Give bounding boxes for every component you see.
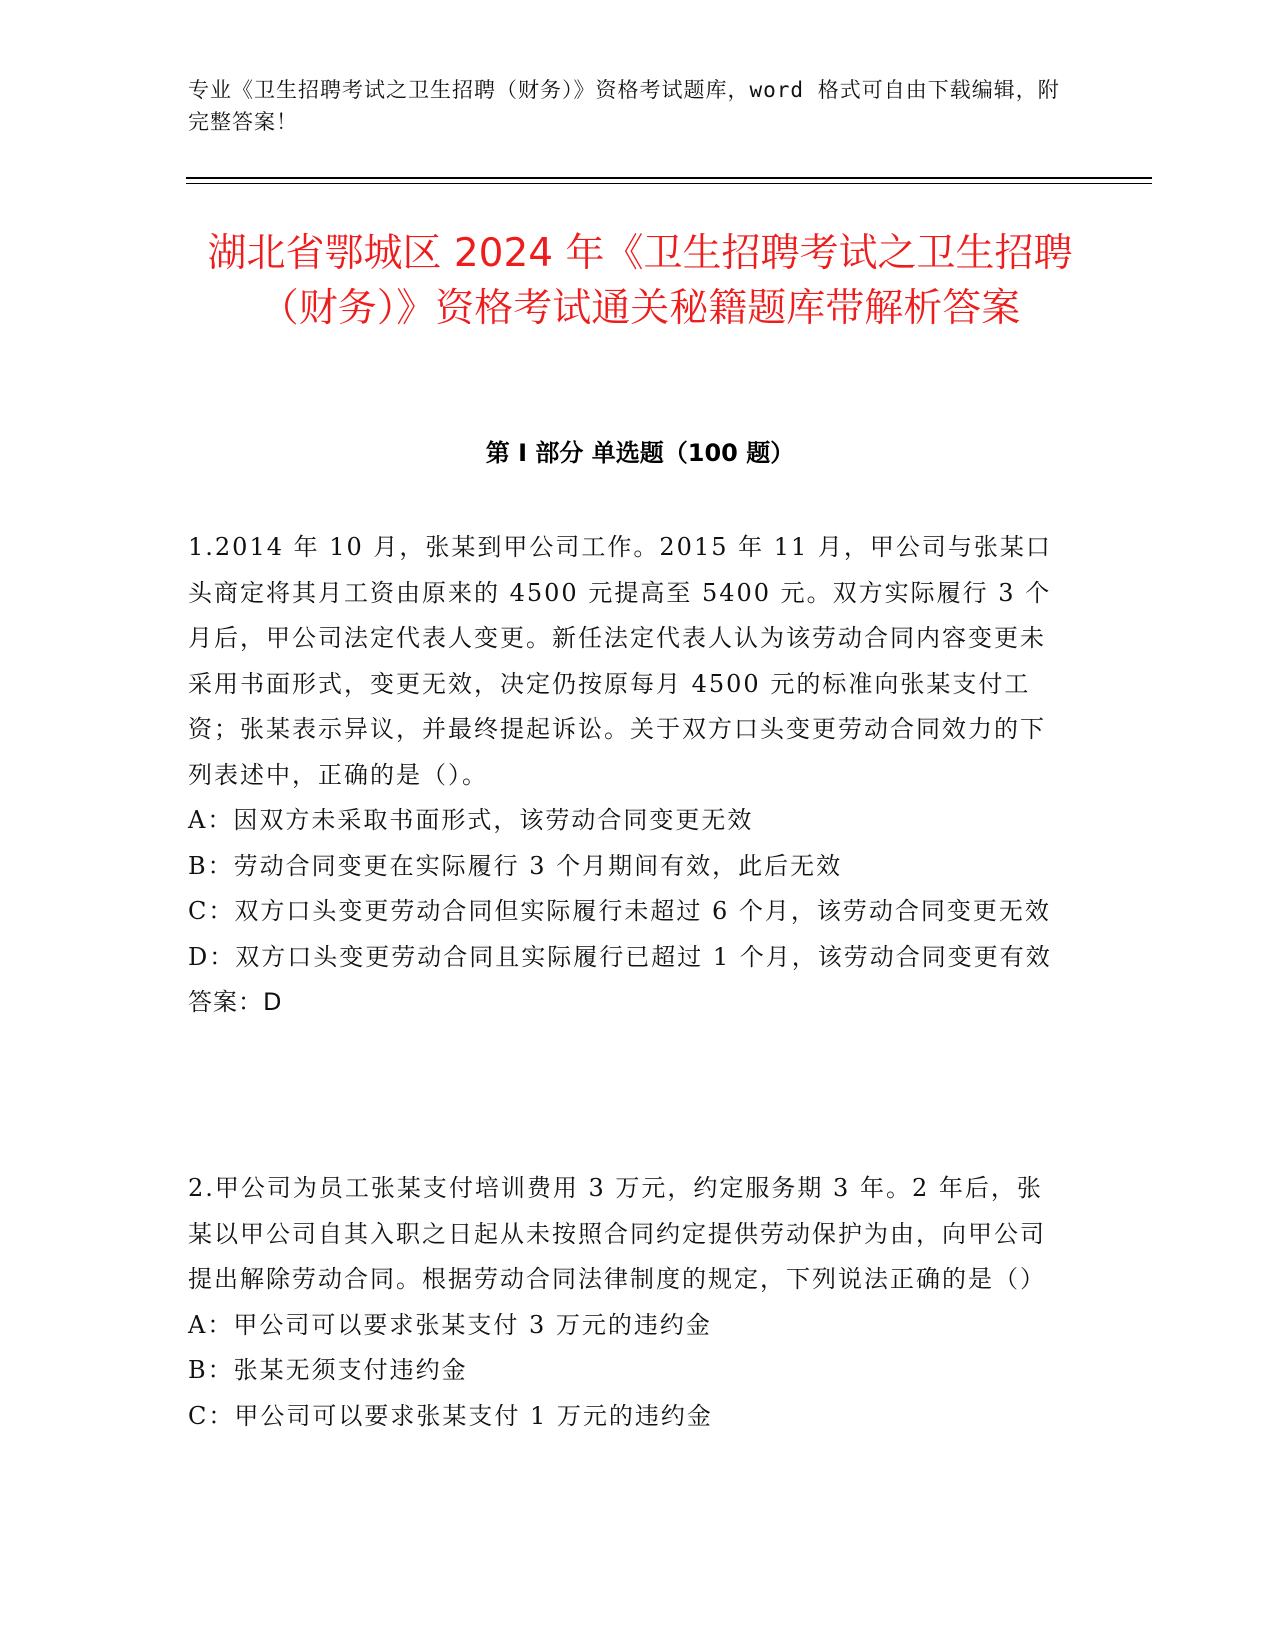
question-stem: 2.甲公司为员工张某支付培训费用 3 万元，约定服务期 3 年。2 年后，张某以甲公司自其入职之日起从未按照合同约定提供劳动保护为由，向甲公司提出解除劳动合同。根据劳动合同法律制度的规定，下列说法正确的是（） (188, 1174, 1046, 1293)
option-b: B：张某无须支付违约金 (188, 1356, 468, 1384)
option-c: C：甲公司可以要求张某支付 1 万元的违约金 (188, 1401, 713, 1430)
header-divider-thin (186, 183, 1152, 184)
option-b: B：劳动合同变更在实际履行 3 个月期间有效，此后无效 (188, 851, 843, 880)
header-note: 专业《卫生招聘考试之卫生招聘（财务）》资格考试题库，word 格式可自由下载编辑，附完整答案！ (188, 78, 1060, 134)
section-heading: 第 I 部分 单选题（100 题） (485, 439, 795, 467)
question-stem: 1.2014 年 10 月，张某到甲公司工作。2015 年 11 月，甲公司与张某口头商定将其月工资由原来的 4500 元提高至 5400 元。双方实际履行 3 个月后，甲公司法定代表人变更。新任法定代表人认为该劳动合同内容变更未采用书面形式，变更无效，决定仍按原每月 4500 元的标准向张某支付工资；张某表示异议，并最终提起诉讼。关于双方口头变更劳动合同效力的下列表述中，正确的是（）。 (188, 533, 1052, 789)
question-2 (188, 1166, 1068, 1439)
header-divider-thick (186, 177, 1152, 179)
option-c: C：双方口头变更劳动合同但实际履行未超过 6 个月，该劳动合同变更无效 (188, 897, 1051, 925)
answer: 答案：D (188, 988, 283, 1016)
question-1 (188, 525, 1068, 1026)
option-a: A：甲公司可以要求张某支付 3 万元的违约金 (188, 1310, 712, 1339)
option-d: D：双方口头变更劳动合同且实际履行已超过 1 个月，该劳动合同变更有效 (188, 942, 1052, 971)
document-title: 湖北省鄂城区 2024 年《卫生招聘考试之卫生招聘（财务）》资格考试通关秘籍题库带解析答案 (207, 231, 1073, 331)
option-a: A：因双方未采取书面形式，该劳动合同变更无效 (188, 806, 754, 834)
